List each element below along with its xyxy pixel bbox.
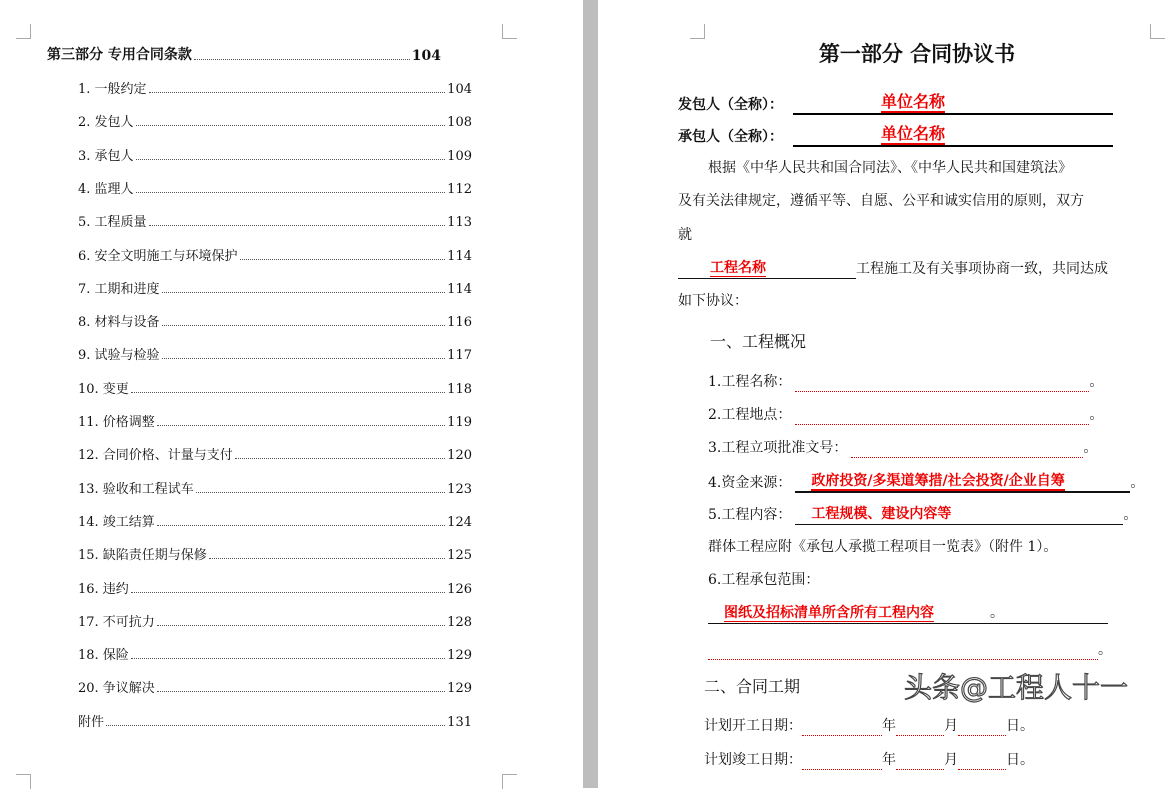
toc-entry[interactable] [78, 678, 472, 696]
page-gap [583, 0, 598, 788]
toc-page: 129 [447, 681, 472, 697]
toc-heading[interactable] [47, 46, 441, 64]
toc-entry[interactable] [78, 579, 472, 597]
project-name-field[interactable] [678, 258, 856, 279]
toc-entry[interactable] [78, 179, 472, 197]
toc-label: 18. 保险 [78, 648, 129, 664]
funding-source-value: 政府投资/多渠道筹措/社会投资/企业自筹 [811, 473, 1065, 489]
item-label: 4.资金来源： [708, 475, 792, 491]
toc-leader [131, 658, 445, 659]
toc-leader [131, 392, 445, 393]
scope-field[interactable] [708, 603, 1108, 624]
funding-source-field[interactable] [795, 471, 1130, 493]
toc-leader [157, 691, 445, 692]
toc-label: 3. 承包人 [78, 148, 134, 164]
toc-label: 10. 变更 [78, 381, 129, 397]
left-page [0, 0, 583, 788]
paragraph-text: 及有关法律规定，遵循平等、自愿、公平和诚实信用的原则，双方 [678, 193, 1084, 209]
toc-entry[interactable] [78, 246, 472, 264]
toc-page: 104 [411, 48, 441, 64]
period: 。 [1089, 374, 1104, 390]
document-title: 第一部分 合同协议书 [818, 41, 1016, 66]
toc-page: 109 [447, 148, 472, 164]
toc-leader [162, 358, 446, 359]
employer-label: 发包人（全称）： [678, 97, 783, 113]
toc-entry[interactable] [78, 345, 472, 363]
corner-mark [690, 24, 705, 39]
toc-label: 1. 一般约定 [78, 82, 147, 97]
toc-page: 124 [447, 514, 472, 530]
toc-label: 20. 争议解决 [78, 681, 155, 697]
toc-entry[interactable] [78, 712, 472, 730]
toc-leader [136, 159, 446, 160]
toc-entry[interactable] [78, 645, 472, 663]
employer-value: 单位名称 [881, 92, 946, 111]
day-label: 日。 [1006, 752, 1034, 768]
toc-leader [106, 725, 445, 726]
toc-entry[interactable] [78, 112, 472, 130]
watermark: 头条@工程人十一 [904, 671, 1129, 704]
year-label: 年 [882, 752, 896, 768]
toc-leader [162, 292, 446, 293]
toc-leader [194, 59, 410, 60]
toc-page: 131 [447, 714, 472, 730]
period: 。 [1123, 507, 1138, 523]
toc-leader [157, 625, 445, 626]
toc-page: 104 [447, 82, 472, 97]
section-heading: 一、工程概况 [710, 332, 807, 351]
paragraph-text: 根据《中华人民共和国合同法》、《中华人民共和国建筑法》 [708, 160, 1072, 176]
toc-label: 11. 价格调整 [78, 415, 155, 430]
finish-date-label: 计划竣工日期： [704, 752, 802, 768]
toc-label: 12. 合同价格、计量与支付 [78, 448, 233, 464]
contractor-value: 单位名称 [881, 124, 946, 143]
period: 。 [990, 605, 1004, 621]
project-content-value: 工程规模、建设内容等 [811, 506, 952, 522]
start-year-input[interactable] [802, 735, 882, 736]
project-name-input[interactable] [795, 391, 1089, 392]
right-page [598, 0, 1176, 788]
corner-mark [502, 24, 517, 39]
toc-page: 120 [447, 448, 472, 464]
toc-page: 119 [447, 415, 472, 430]
toc-entry[interactable] [78, 146, 472, 164]
period: 。 [1089, 407, 1104, 423]
toc-page: 126 [447, 581, 472, 597]
corner-mark [1150, 24, 1165, 39]
toc-entry[interactable] [78, 379, 472, 397]
corner-mark [502, 774, 517, 789]
start-day-input[interactable] [958, 735, 1006, 736]
toc-label: 7. 工期和进度 [78, 281, 160, 297]
toc-leader [209, 558, 445, 559]
toc-page: 114 [447, 248, 472, 264]
scope-value: 图纸及招标清单所含所有工程内容 [724, 605, 934, 621]
month-label: 月 [944, 752, 958, 768]
day-label: 日。 [1006, 718, 1034, 734]
toc-page: 113 [447, 215, 472, 231]
toc-entry[interactable] [78, 312, 472, 330]
toc-label: 2. 发包人 [78, 115, 134, 131]
toc-entry[interactable] [78, 79, 472, 97]
project-location-input[interactable] [795, 424, 1089, 425]
period: 。 [1083, 440, 1098, 456]
toc-leader [136, 192, 446, 193]
toc-entry[interactable] [78, 279, 472, 297]
toc-page: 118 [447, 381, 472, 397]
item-label: 6.工程承包范围： [708, 572, 820, 588]
group-note: 群体工程应附《承包人承揽工程项目一览表》（附件 1）。 [708, 539, 1058, 555]
contractor-label: 承包人（全称）： [678, 129, 783, 145]
toc-leader [136, 125, 446, 126]
toc-leader [131, 592, 445, 593]
month-label: 月 [944, 718, 958, 734]
finish-year-input[interactable] [802, 769, 882, 770]
paragraph-text: 就 [678, 227, 692, 243]
toc-leader [149, 225, 446, 226]
employer-field[interactable] [793, 92, 1113, 115]
toc-page: 117 [447, 348, 472, 364]
toc-label: 9. 试验与检验 [78, 348, 160, 364]
toc-leader [240, 259, 446, 260]
finish-month-input[interactable] [896, 769, 944, 770]
scope-field-2[interactable] [708, 659, 1098, 660]
toc-entry[interactable] [78, 412, 472, 430]
toc-page: 112 [447, 181, 472, 197]
finish-day-input[interactable] [958, 769, 1006, 770]
period: 。 [1130, 475, 1145, 491]
corner-mark [16, 774, 31, 789]
year-label: 年 [882, 718, 896, 734]
toc-entry[interactable] [78, 612, 472, 630]
toc-entry[interactable] [78, 512, 472, 530]
toc-page: 108 [447, 115, 472, 131]
corner-mark [16, 24, 31, 39]
toc-label: 15. 缺陷责任期与保修 [78, 548, 207, 564]
item-label: 1.工程名称： [708, 374, 792, 390]
toc-label: 6. 安全文明施工与环境保护 [78, 248, 238, 264]
toc-label: 8. 材料与设备 [78, 315, 160, 331]
contractor-field[interactable] [793, 124, 1113, 147]
toc-leader [157, 425, 445, 426]
paragraph-text: 如下协议： [678, 293, 748, 309]
toc-entry[interactable] [78, 545, 472, 563]
toc-page: 125 [447, 548, 472, 564]
approval-number-input[interactable] [851, 457, 1083, 458]
toc-label: 17. 不可抗力 [78, 614, 155, 630]
toc-label: 16. 违约 [78, 581, 129, 597]
period: 。 [1098, 642, 1112, 658]
section-heading: 二、合同工期 [704, 677, 801, 696]
item-label: 2.工程地点： [708, 407, 792, 423]
paragraph-text: 工程施工及有关事项协商一致，共同达成 [856, 261, 1108, 277]
toc-leader [196, 492, 445, 493]
item-label: 5.工程内容： [708, 507, 792, 523]
toc-page: 123 [447, 481, 472, 497]
toc-entry[interactable] [78, 479, 472, 497]
toc-label: 附件 [78, 714, 105, 730]
toc-label: 4. 监理人 [78, 181, 134, 197]
project-name-value: 工程名称 [710, 260, 766, 276]
toc-label: 5. 工程质量 [78, 215, 147, 231]
toc-entry[interactable] [78, 445, 472, 463]
item-label: 3.工程立项批准文号： [708, 440, 848, 456]
toc-leader [162, 325, 446, 326]
toc-page: 129 [447, 648, 472, 664]
project-content-field[interactable] [795, 504, 1123, 525]
toc-leader [157, 525, 445, 526]
toc-label: 第三部分 专用合同条款 [47, 47, 192, 63]
toc-entry[interactable] [78, 212, 472, 230]
toc-page: 114 [447, 281, 472, 297]
toc-label: 13. 验收和工程试车 [78, 481, 194, 497]
start-date-label: 计划开工日期： [704, 718, 802, 734]
toc-page: 128 [447, 614, 472, 630]
start-month-input[interactable] [896, 735, 944, 736]
toc-label: 14. 竣工结算 [78, 514, 155, 530]
toc-leader [235, 458, 445, 459]
toc-page: 116 [447, 315, 472, 331]
toc-leader [149, 92, 446, 93]
